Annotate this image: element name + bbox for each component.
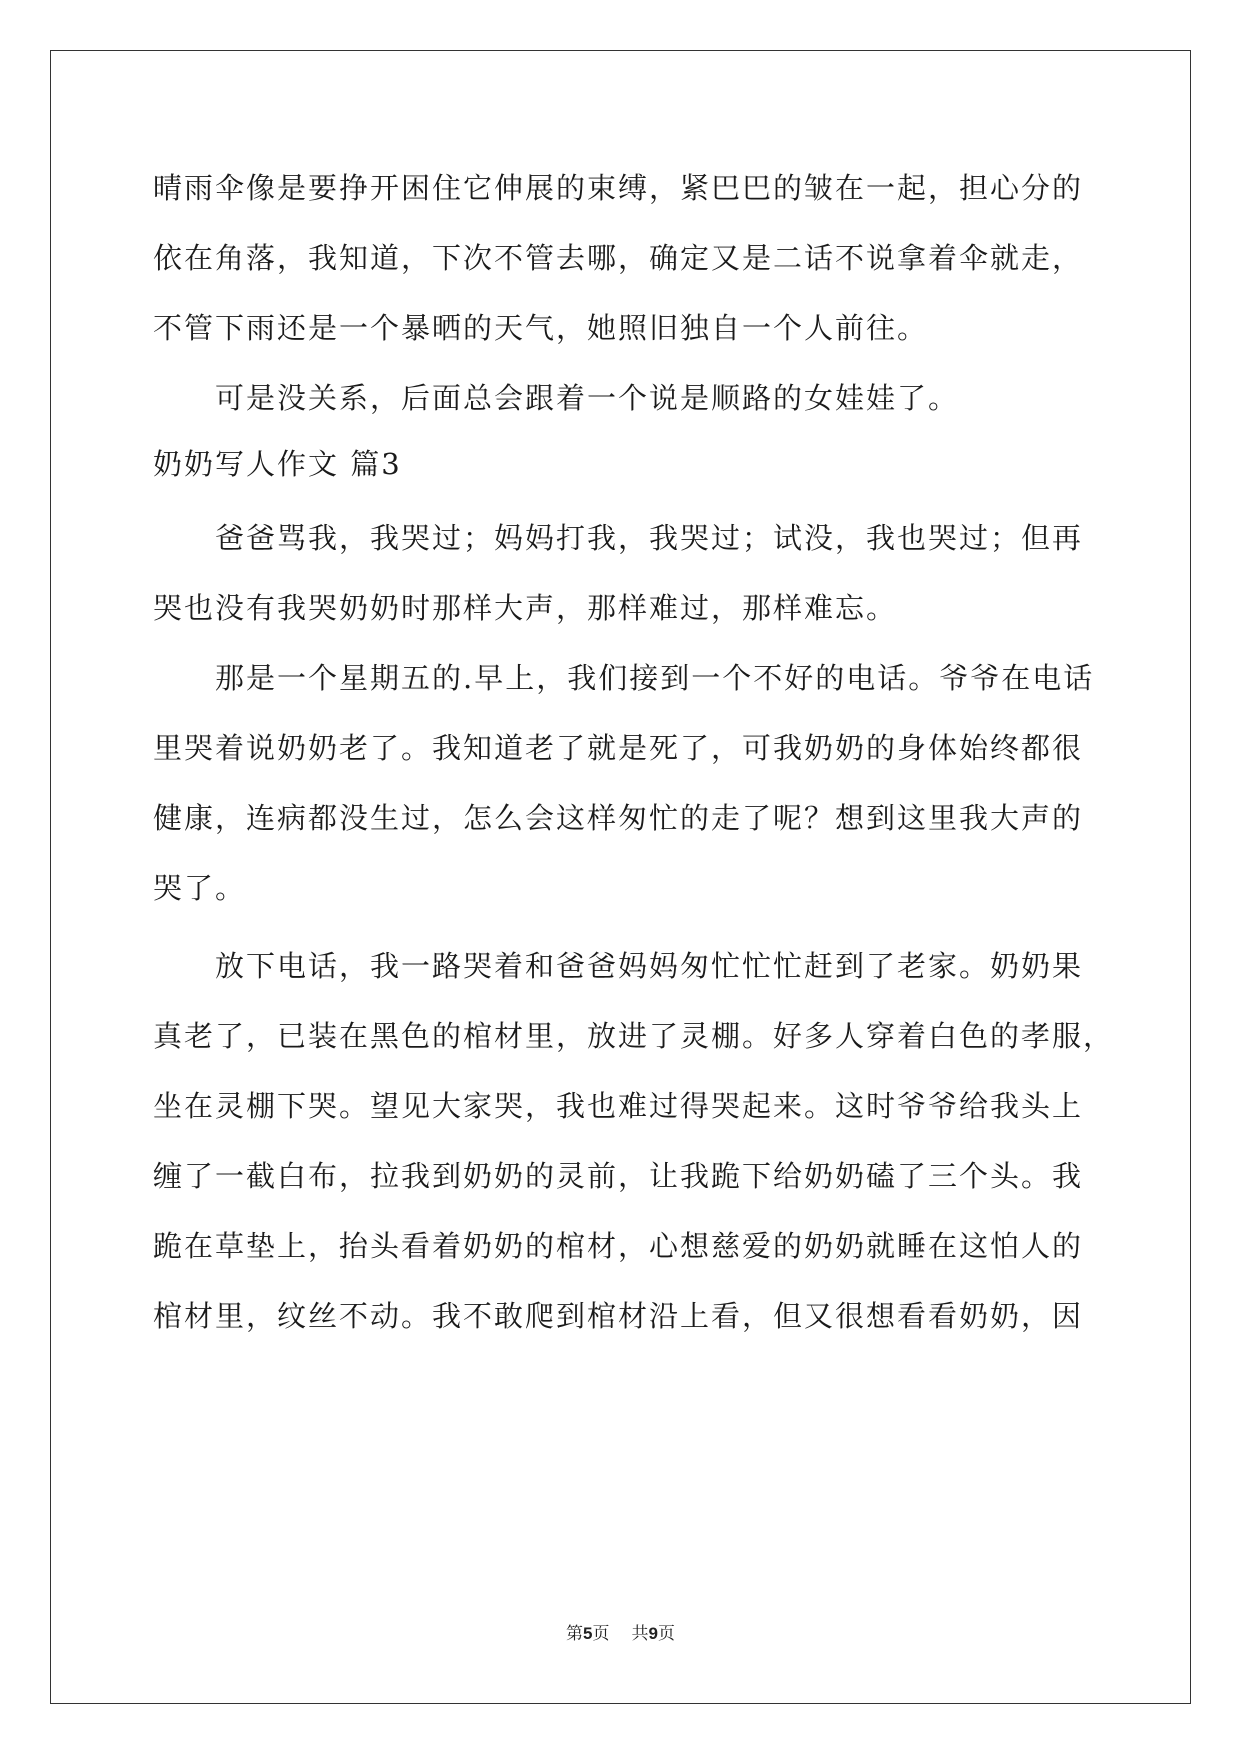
text-line: 哭了。 bbox=[153, 871, 247, 905]
current-page-number: 5 bbox=[583, 1624, 593, 1643]
footer-prefix: 第 bbox=[566, 1624, 584, 1644]
page-footer bbox=[0, 1622, 1241, 1646]
text-line: 跪在草垫上，抬头看着奶奶的棺材，心想慈爱的奶奶就睡在这怕人的 bbox=[153, 1229, 1084, 1263]
text-line: 放下电话，我一路哭着和爸爸妈妈匆忙忙忙赶到了老家。奶奶果 bbox=[153, 949, 1084, 983]
text-line: 棺材里，纹丝不动。我不敢爬到棺材沿上看，但又很想看看奶奶，因 bbox=[153, 1299, 1084, 1333]
text-line: 不管下雨还是一个暴晒的天气，她照旧独自一个人前往。 bbox=[153, 311, 929, 345]
total-page-number: 9 bbox=[648, 1624, 658, 1643]
text-line: 真老了，已装在黑色的棺材里，放进了灵棚。好多人穿着白色的孝服， bbox=[153, 1019, 1115, 1053]
footer-total-suffix: 页 bbox=[657, 1624, 675, 1644]
text-line: 缠了一截白布，拉我到奶奶的灵前，让我跪下给奶奶磕了三个头。我 bbox=[153, 1159, 1084, 1193]
text-line: 里哭着说奶奶老了。我知道老了就是死了，可我奶奶的身体始终都很 bbox=[153, 731, 1084, 765]
text-line: 爸爸骂我，我哭过；妈妈打我，我哭过；试没，我也哭过；但再 bbox=[153, 521, 1084, 555]
text-line: 依在角落，我知道，下次不管去哪，确定又是二话不说拿着伞就走， bbox=[153, 241, 1084, 275]
section-heading: 奶奶写人作文 篇3 bbox=[153, 447, 402, 481]
footer-total-prefix: 共 bbox=[631, 1624, 649, 1644]
text-line: 那是一个星期五的.早上，我们接到一个不好的电话。爷爷在电话 bbox=[153, 661, 1095, 695]
text-line: 晴雨伞像是要挣开困住它伸展的束缚，紧巴巴的皱在一起，担心分的 bbox=[153, 171, 1084, 205]
text-line: 坐在灵棚下哭。望见大家哭，我也难过得哭起来。这时爷爷给我头上 bbox=[153, 1089, 1084, 1123]
text-line: 健康，连病都没生过，怎么会这样匆忙的走了呢？想到这里我大声的 bbox=[153, 801, 1084, 835]
footer-page-suffix: 页 bbox=[592, 1624, 610, 1644]
text-line: 哭也没有我哭奶奶时那样大声，那样难过，那样难忘。 bbox=[153, 591, 898, 625]
text-line: 可是没关系，后面总会跟着一个说是顺路的女娃娃了。 bbox=[153, 381, 960, 415]
